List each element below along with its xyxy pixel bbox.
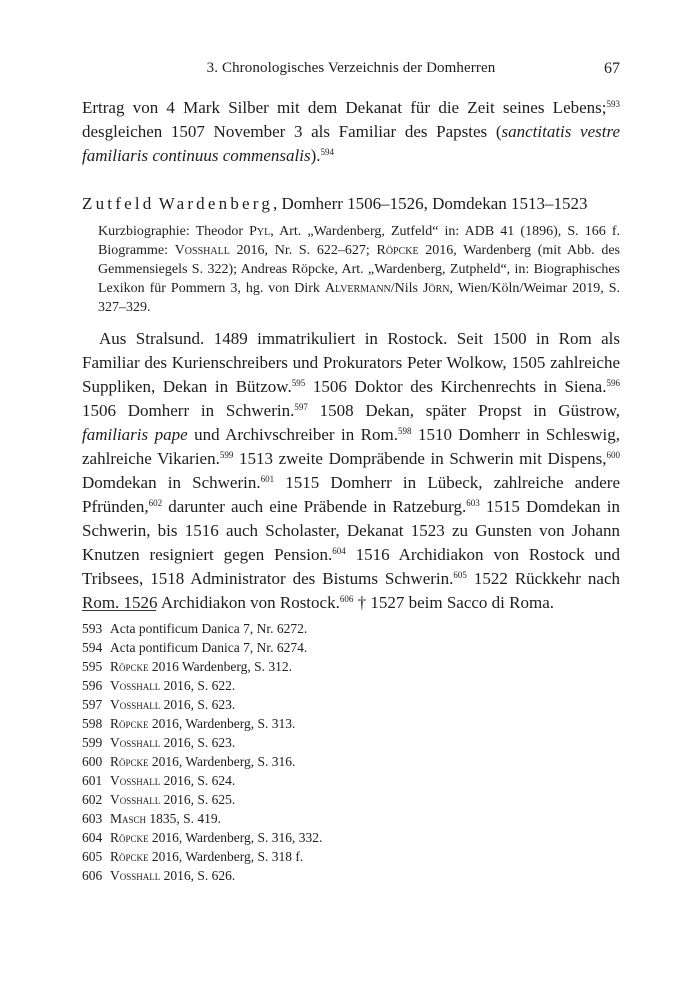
footnote-author: Röpcke — [110, 716, 149, 731]
italic-quote: sanctitatis vestre familiaris continuus commensalis — [82, 122, 620, 165]
footnote-item — [82, 771, 620, 790]
footnote-citation: Acta pontificum Danica 7, Nr. 6274. — [110, 640, 308, 655]
footnote-number: 606 — [82, 868, 103, 883]
intro-paragraph — [82, 96, 620, 168]
footnote-text — [110, 771, 235, 790]
author-name: Alvermann — [324, 281, 391, 296]
footnote-number: 594 — [82, 640, 103, 655]
author-name: Vosshall — [174, 243, 230, 258]
footnote-item — [82, 714, 620, 733]
footnote-ref[interactable]: 604 — [332, 546, 346, 556]
footnote-divider — [82, 610, 156, 611]
footnote-list — [82, 619, 620, 885]
footnote-ref[interactable]: 596 — [606, 378, 620, 388]
text-run: 2016, Nr. S. 622–627; — [229, 243, 377, 258]
footnote-author: Masch — [110, 811, 147, 826]
footnote-item — [82, 657, 620, 676]
footnote-citation: 2016, S. 623. — [160, 697, 236, 712]
footnote-ref[interactable]: 601 — [260, 474, 275, 484]
footnote-item — [82, 676, 620, 695]
footnote-text — [110, 847, 303, 866]
footnote-citation: 2016, S. 622. — [160, 678, 236, 693]
italic-term: familiaris pape — [82, 425, 188, 444]
footnote-author: Vosshall — [110, 735, 161, 750]
author-name: Röpcke — [376, 243, 419, 258]
footnote-ref[interactable]: 603 — [466, 498, 480, 508]
footnote-text — [110, 714, 295, 733]
footnote-citation: 2016, Wardenberg, S. 316. — [148, 754, 296, 769]
footnote-text — [110, 828, 322, 847]
footnote-author: Röpcke — [110, 754, 149, 769]
text-run: 1510 Domherr in Schleswig, zahlreiche Vikarien. — [82, 425, 620, 468]
text-run: 1506 Doktor des Kirchenrechts in Siena. — [305, 377, 607, 396]
footnote-number: 599 — [82, 735, 103, 750]
footnote-text — [110, 752, 295, 771]
text-run: 1522 Rückkehr nach Rom. 1526 Archidiakon von Rostock. — [82, 569, 620, 612]
footnote-text — [110, 809, 221, 828]
entry-given-name: Zutfeld — [82, 194, 155, 213]
footnote-text — [110, 790, 235, 809]
footnote-item — [82, 752, 620, 771]
text-run: Kurzbiographie: Theodor — [98, 224, 250, 239]
text-run: darunter auch eine Präbende in Ratzeburg. — [162, 497, 467, 516]
footnote-citation: 2016, Wardenberg, S. 316, 332. — [148, 830, 323, 845]
footnote-text — [110, 733, 235, 752]
footnote-ref[interactable]: 597 — [294, 402, 308, 412]
footnote-number: 593 — [82, 621, 103, 636]
footnote-text — [110, 676, 235, 695]
footnote-number: 601 — [82, 773, 103, 788]
footnote-number: 600 — [82, 754, 103, 769]
text-run: , Wien/Köln/Weimar 2019, S. 327–329. — [98, 281, 620, 315]
text-run: Ertrag von 4 Mark Silber mit dem Dekanat für die Zeit seines Lebens; — [82, 98, 607, 117]
footnote-citation: Acta pontificum Danica 7, Nr. 6272. — [110, 621, 308, 636]
footnote-citation: 2016, S. 623. — [160, 735, 236, 750]
text-run: 1506 Domherr in Schwerin. — [82, 401, 295, 420]
footnote-text — [110, 638, 307, 657]
footnote-citation: 2016, S. 625. — [160, 792, 236, 807]
footnote-author: Röpcke — [110, 849, 149, 864]
text-run: 1508 Dekan, später Propst in Güstrow, — [307, 401, 620, 420]
text-run: /Nils — [390, 281, 423, 296]
footnote-citation: 2016, Wardenberg, S. 313. — [148, 716, 296, 731]
footnote-author: Röpcke — [110, 830, 149, 845]
text-run: 1515 Domdekan in Schwerin, bis 1516 auch Scholaster, Dekanat 1523 zu Gunsten von Johann Knutzen resigniert gegen Pension. — [82, 497, 620, 564]
footnote-item — [82, 695, 620, 714]
footnote-item — [82, 733, 620, 752]
footnote-number: 596 — [82, 678, 103, 693]
footnote-text — [110, 657, 292, 676]
footnote-citation: 2016 Wardenberg, S. 312. — [148, 659, 293, 674]
page-header — [82, 60, 620, 80]
footnote-ref[interactable]: 602 — [148, 498, 163, 508]
footnote-item — [82, 866, 620, 885]
footnote-author: Vosshall — [110, 678, 161, 693]
footnote-number: 602 — [82, 792, 103, 807]
short-biography — [98, 222, 620, 317]
page-number: 67 — [604, 60, 620, 77]
footnote-ref[interactable]: 599 — [219, 450, 234, 460]
footnote-number: 605 — [82, 849, 103, 864]
footnote-number: 598 — [82, 716, 103, 731]
footnote-item — [82, 790, 620, 809]
footnote-item — [82, 809, 620, 828]
footnote-text — [110, 695, 235, 714]
footnote-item — [82, 619, 620, 638]
footnote-ref[interactable]: 595 — [291, 378, 306, 388]
text-run: 1515 Domherr in Lübeck, zahlreiche andere Pfründen, — [82, 473, 620, 516]
footnote-ref[interactable]: 598 — [398, 426, 412, 436]
text-run: desgleichen 1507 November 3 als Familiar des Papstes ( — [82, 122, 502, 141]
text-run: und Archivschreiber in Rom. — [187, 425, 398, 444]
footnote-text — [110, 619, 307, 638]
footnote-ref[interactable]: 594 — [320, 147, 334, 157]
text-run: , Art. „Wardenberg, Zutfeld“ in: ADB 41 (1896), S. 166 f. Biogramme: — [98, 224, 621, 258]
footnote-citation: 1835, S. 419. — [146, 811, 222, 826]
text-run: † 1527 beim Sacco di Roma. — [353, 593, 554, 612]
footnote-citation: 2016, S. 626. — [160, 868, 236, 883]
footnote-number: 597 — [82, 697, 103, 712]
running-head: 3. Chronologisches Verzeichnis der Domherren — [206, 60, 496, 76]
text-run: Aus Stralsund. 1489 immatrikuliert in Rostock. Seit 1500 in Rom als Familiar des Kurienschreibers und Prokurators Peter Wolkow, 1505 zahlreiche Suppliken, Dekan in Bützow. — [82, 329, 620, 396]
text-run: 1513 zweite Dompräbende in Schwerin mit Dispens, — [233, 449, 607, 468]
footnote-author: Vosshall — [110, 792, 161, 807]
footnote-author: Vosshall — [110, 773, 161, 788]
footnote-citation: 2016, S. 624. — [160, 773, 236, 788]
text-run: 1516 Archidiakon von Rostock und Tribsees, 1518 Administrator des Bistums Schwerin. — [82, 545, 621, 588]
biography-paragraph — [82, 327, 620, 615]
footnotes-section — [82, 610, 620, 885]
text-run: Domdekan in Schwerin. — [82, 473, 261, 492]
author-name: Jörn — [422, 281, 450, 296]
footnote-citation: 2016, Wardenberg, S. 318 f. — [148, 849, 304, 864]
entry-family-name: Wardenberg — [158, 194, 274, 213]
footnote-ref[interactable]: 605 — [453, 570, 467, 580]
footnote-author: Röpcke — [110, 659, 149, 674]
author-name: Pyl — [249, 224, 271, 239]
footnote-author: Vosshall — [110, 868, 161, 883]
footnote-text — [110, 866, 235, 885]
footnote-ref[interactable]: 606 — [339, 594, 354, 604]
footnote-ref[interactable]: 593 — [606, 99, 620, 109]
footnote-item — [82, 847, 620, 866]
footnote-item — [82, 828, 620, 847]
footnote-number: 595 — [82, 659, 103, 674]
footnote-number: 603 — [82, 811, 103, 826]
entry-offices: , Domherr 1506–1526, Domdekan 1513–1523 — [273, 194, 588, 213]
main-text — [82, 96, 620, 615]
text-run: ). — [310, 146, 321, 165]
footnote-ref[interactable]: 600 — [606, 450, 620, 460]
entry-heading — [82, 192, 620, 216]
footnote-number: 604 — [82, 830, 103, 845]
footnote-author: Vosshall — [110, 697, 161, 712]
text-run: 2016, Wardenberg (mit Abb. des Gemmensiegels S. 322); Andreas Röpcke, Art. „Wardenberg, Zutpheld“, in: Biographisches Lexikon für Pommern 3, hg. von Dirk — [98, 243, 620, 296]
footnote-item — [82, 638, 620, 657]
